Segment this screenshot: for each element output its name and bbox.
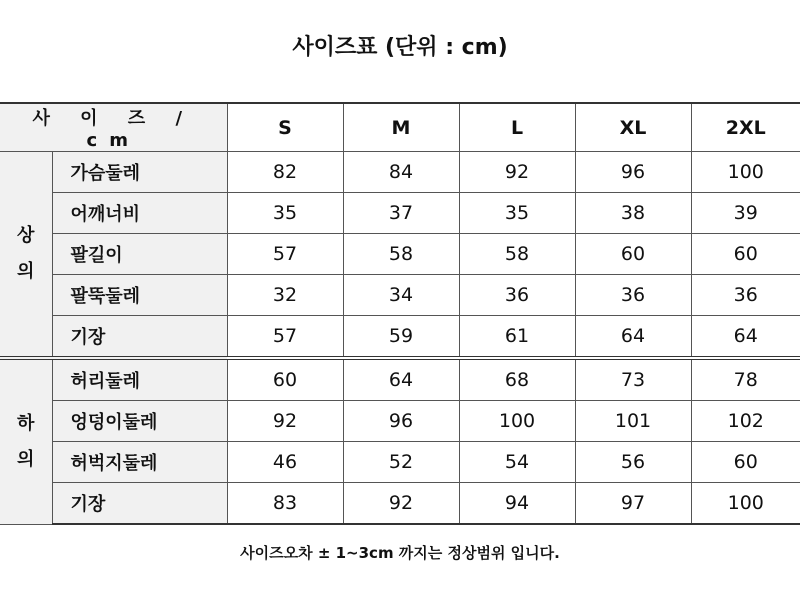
- category-bottom: 하 의: [0, 358, 52, 524]
- table-cell: 46: [227, 442, 343, 483]
- table-cell: 32: [227, 275, 343, 316]
- table-cell: 68: [459, 358, 575, 401]
- table-cell: 57: [227, 316, 343, 359]
- table-cell: 83: [227, 483, 343, 525]
- table-cell: 82: [227, 152, 343, 193]
- table-cell: 101: [575, 401, 691, 442]
- table-row: [0, 275, 800, 316]
- table-cell: 61: [459, 316, 575, 359]
- size-header-2xl: 2XL: [691, 103, 800, 152]
- row-label: 가슴둘레: [52, 152, 227, 193]
- table-cell: 64: [691, 316, 800, 359]
- row-label: 엉덩이둘레: [52, 401, 227, 442]
- table-cell: 59: [343, 316, 459, 359]
- table-cell: 92: [227, 401, 343, 442]
- table-cell: 97: [575, 483, 691, 525]
- table-cell: 34: [343, 275, 459, 316]
- table-cell: 38: [575, 193, 691, 234]
- size-header-m: M: [343, 103, 459, 152]
- table-cell: 57: [227, 234, 343, 275]
- table-cell: 39: [691, 193, 800, 234]
- table-cell: 36: [691, 275, 800, 316]
- table-cell: 96: [343, 401, 459, 442]
- table-row: [0, 442, 800, 483]
- table-row: [0, 152, 800, 193]
- table-cell: 36: [459, 275, 575, 316]
- row-label: 기장: [52, 316, 227, 359]
- table-cell: 100: [691, 152, 800, 193]
- table-row: [0, 358, 800, 401]
- table-cell: 102: [691, 401, 800, 442]
- table-cell: 37: [343, 193, 459, 234]
- table-cell: 60: [575, 234, 691, 275]
- table-cell: 60: [691, 442, 800, 483]
- header-row: [0, 103, 800, 152]
- row-label: 팔뚝둘레: [52, 275, 227, 316]
- row-label: 팔길이: [52, 234, 227, 275]
- table-cell: 35: [227, 193, 343, 234]
- table-cell: 73: [575, 358, 691, 401]
- table-row: [0, 234, 800, 275]
- table-cell: 84: [343, 152, 459, 193]
- size-table: [0, 102, 800, 525]
- row-label: 기장: [52, 483, 227, 525]
- table-cell: 92: [343, 483, 459, 525]
- size-unit-header: 사 이 즈 / cm: [0, 103, 227, 152]
- table-cell: 35: [459, 193, 575, 234]
- table-cell: 100: [459, 401, 575, 442]
- table-row: [0, 483, 800, 525]
- table-row: [0, 316, 800, 359]
- size-header-s: S: [227, 103, 343, 152]
- row-label: 허벅지둘레: [52, 442, 227, 483]
- table-cell: 100: [691, 483, 800, 525]
- page-title: 사이즈표 (단위 : cm): [292, 35, 508, 60]
- table-cell: 60: [691, 234, 800, 275]
- table-cell: 56: [575, 442, 691, 483]
- table-row: [0, 193, 800, 234]
- table-cell: 64: [575, 316, 691, 359]
- table-cell: 36: [575, 275, 691, 316]
- row-label: 어깨너비: [52, 193, 227, 234]
- size-header-l: L: [459, 103, 575, 152]
- size-header-xl: XL: [575, 103, 691, 152]
- table-cell: 54: [459, 442, 575, 483]
- size-tolerance-note: 사이즈오차 ± 1~3cm 까지는 정상범위 입니다.: [240, 544, 560, 562]
- table-cell: 60: [227, 358, 343, 401]
- table-cell: 58: [459, 234, 575, 275]
- table-cell: 52: [343, 442, 459, 483]
- table-cell: 78: [691, 358, 800, 401]
- table-cell: 96: [575, 152, 691, 193]
- row-label: 허리둘레: [52, 358, 227, 401]
- table-cell: 64: [343, 358, 459, 401]
- table-cell: 58: [343, 234, 459, 275]
- table-row: [0, 401, 800, 442]
- table-cell: 94: [459, 483, 575, 525]
- table-cell: 92: [459, 152, 575, 193]
- category-top: 상 의: [0, 152, 52, 359]
